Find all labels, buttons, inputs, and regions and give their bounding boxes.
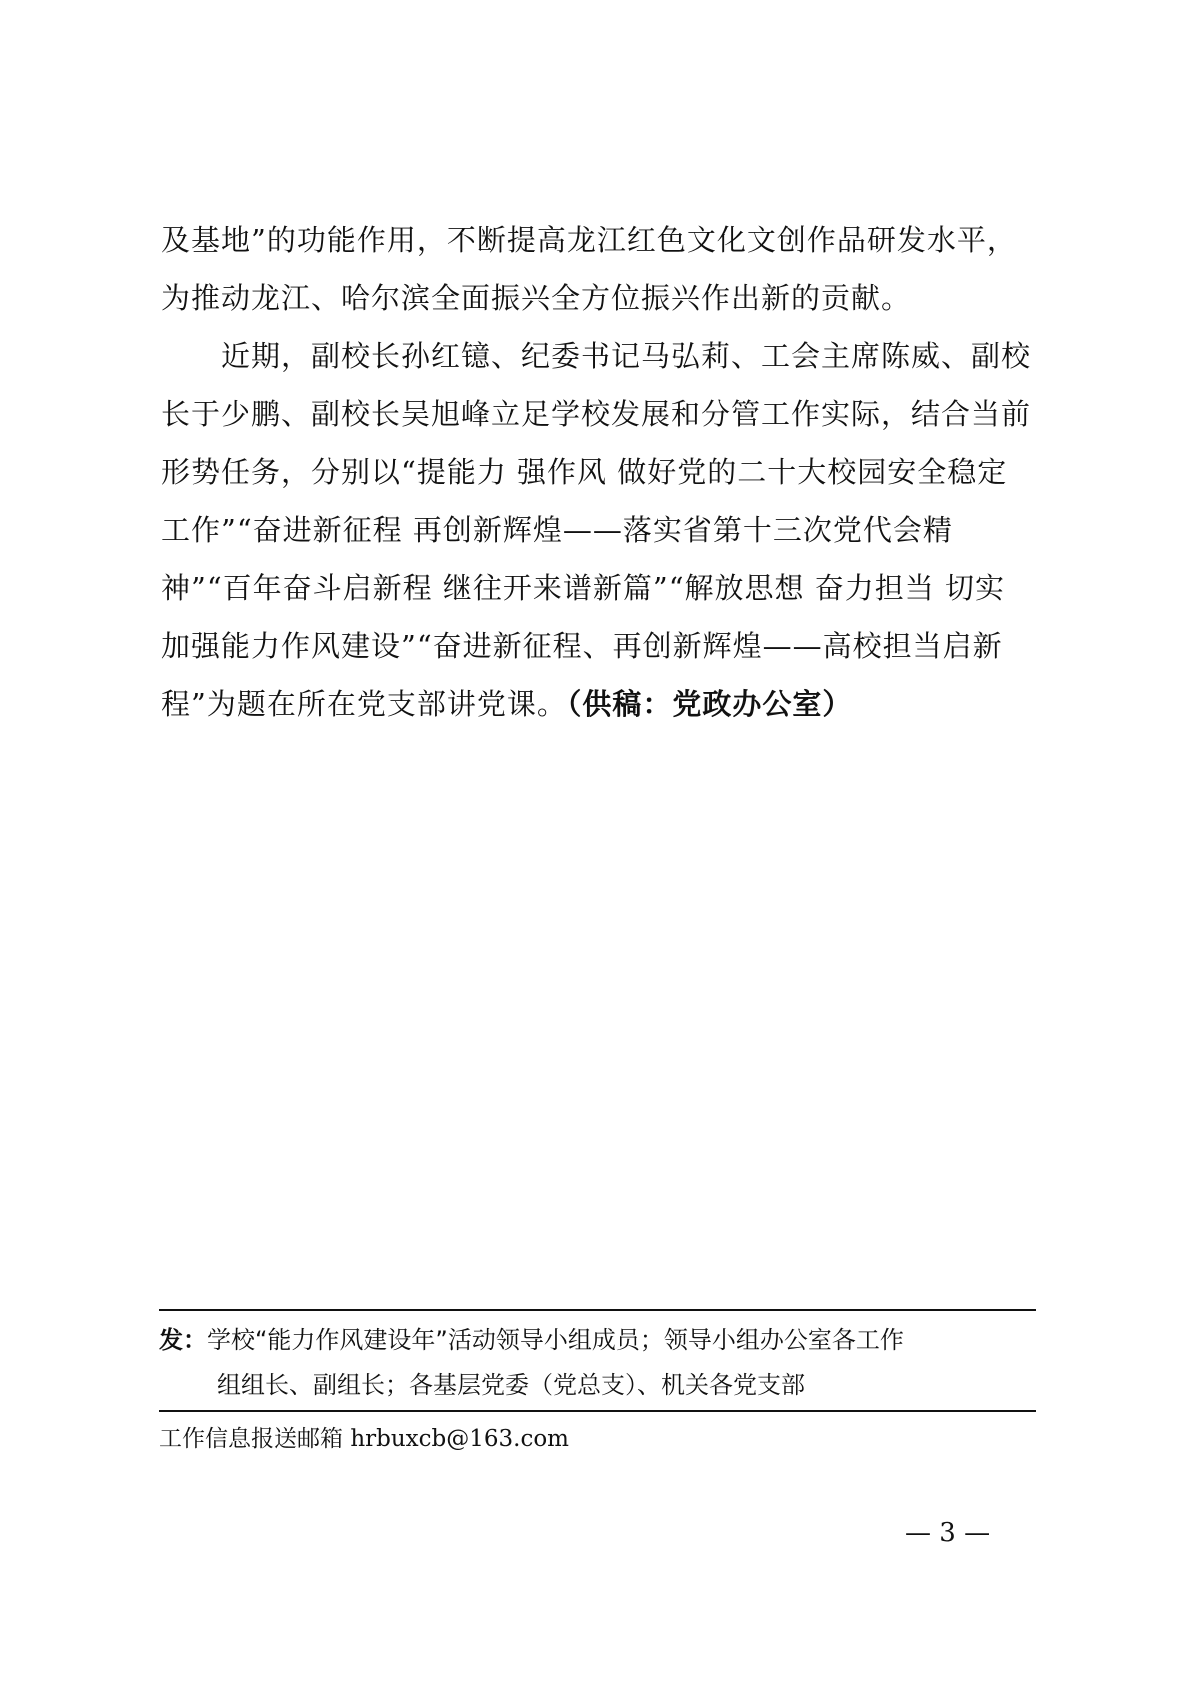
footer-divider-top <box>159 1309 1036 1311</box>
submission-email-line <box>159 1421 569 1457</box>
footer-divider-bottom <box>159 1410 1036 1412</box>
distribution-list <box>159 1318 1029 1408</box>
email-label: 工作信息报送邮箱 <box>159 1426 351 1452</box>
distribution-line-2: 组组长、副组长；各基层党委（党总支）、机关各党支部 <box>217 1371 805 1399</box>
paragraph-continued: 及基地”的功能作用，不断提高龙江红色文化文创作品研发水平，为推动龙江、哈尔滨全面振兴全方位振兴作出新的贡献。 <box>161 223 1017 315</box>
paragraph-party-lectures <box>161 327 1031 733</box>
paragraph-party-lectures-text: 近期，副校长孙红镱、纪委书记马弘莉、工会主席陈威、副校长于少鹏、副校长吴旭峰立足学校发展和分管工作实际，结合当前形势任务，分别以“提能力 强作风 做好党的二十大校园安全稳定工作”“奋进新征程 再创新辉煌——落实省第十三次党代会精神”“百年奋斗启新程 继往开来谱新篇”“解放思想 奋力担当 切实加强能力作风建设”“奋进新征程、再创新辉煌——高校担当启新程”为题在所在党支部讲党课。 <box>161 339 1032 721</box>
distribution-label: 发： <box>159 1326 207 1354</box>
distribution-line-1: 学校“能力作风建设年”活动领导小组成员；领导小组办公室各工作 <box>207 1326 904 1354</box>
page-number: — 3 — <box>905 1518 991 1548</box>
source-credit: （供稿：党政办公室） <box>566 687 853 721</box>
email-address: hrbuxcb@163.com <box>350 1426 569 1452</box>
